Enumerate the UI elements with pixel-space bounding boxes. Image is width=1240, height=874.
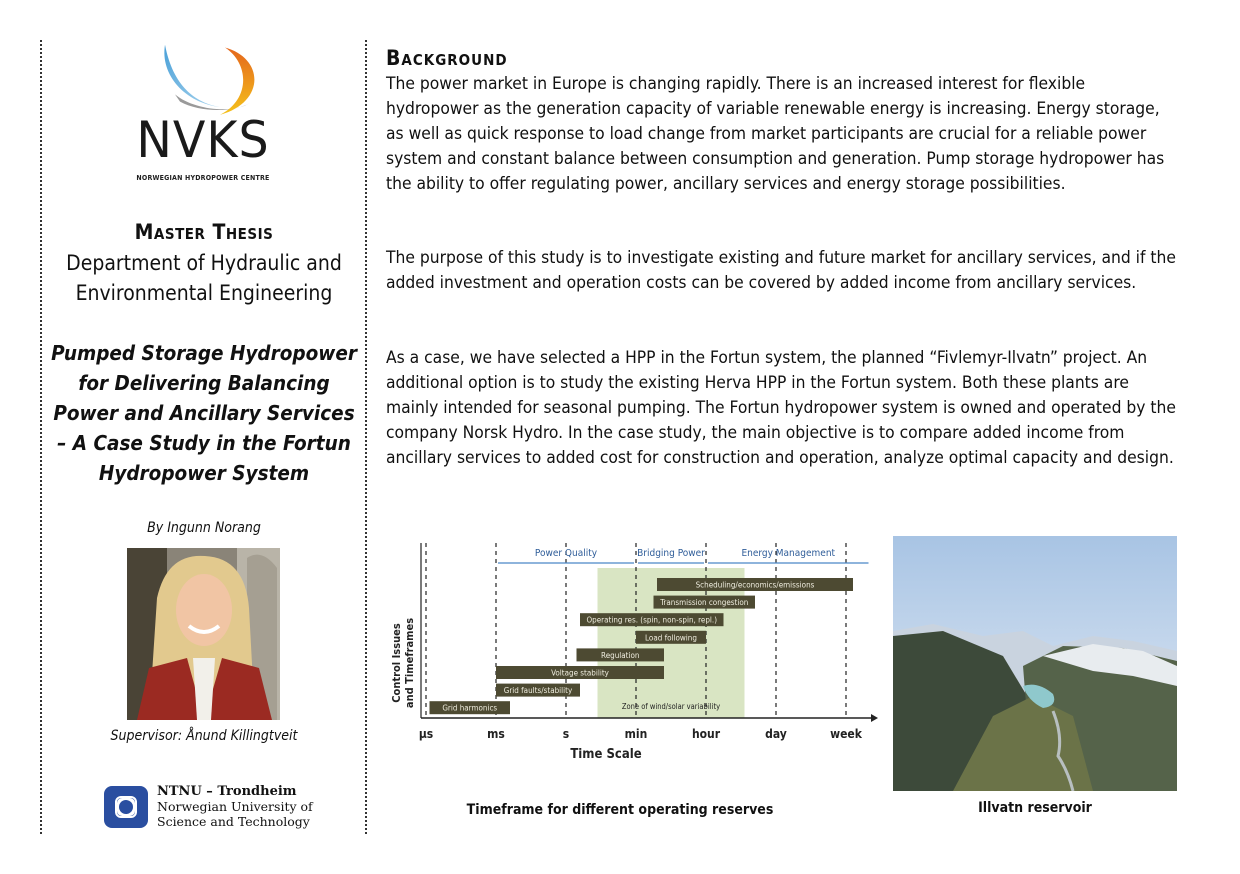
x-tick-label: s (562, 727, 570, 741)
chart-caption: Timeframe for different operating reserves (466, 802, 774, 818)
x-tick-label: day (765, 727, 787, 741)
background-paragraph: The purpose of this study is to investigate existing and future market for ancillary services, and if the added investment and operation costs can be covered by added income from ancillary services. (386, 248, 1176, 293)
title-line: Power and Ancillary Services (53, 401, 355, 425)
thesis-title (45, 338, 363, 488)
title-line: Pumped Storage Hydropower (51, 341, 357, 365)
x-tick-label: µs (418, 727, 434, 741)
x-tick-label: min (624, 727, 648, 741)
range-label: Energy Management (741, 548, 836, 559)
photo-caption: Illvatn reservoir (978, 800, 1092, 816)
background-paragraph: As a case, we have selected a HPP in the Fortun system, the planned “Fivlemyr-Ilvatn” project. An additional option is to study the existing Herva HPP in the Fortun system. Both these plants are mainly intended for seasonal pumping. The Fortun hydropower system is owned and operated by the company Norsk Hydro. In the case study, the main objective is to compare added income from ancillary services to added cost for construction and operation, analyze optimal capacity and design. (386, 348, 1176, 468)
ntnu-name: NTNU – Trondheim (157, 784, 297, 799)
x-tick-label: hour (691, 727, 721, 741)
background-paragraph: The power market in Europe is changing rapidly. There is an increased interest for flexible hydropower as the generation capacity of variable renewable energy is increasing. Energy storage, as well as quick response to load change from market participants are crucial for a reliable power system and constant balance between consumption and generation. Pump storage hydropower has the ability to offer regulating power, ancillary services and energy storage possibilities. (386, 74, 1165, 194)
x-axis-arrow-icon (871, 714, 878, 722)
department-line: Environmental Engineering (75, 281, 333, 305)
bar-label: Grid faults/stability (503, 686, 573, 696)
x-axis-title: Time Scale (570, 747, 642, 762)
department-line: Department of Hydraulic and (66, 251, 342, 275)
timeframe-chart (386, 538, 878, 770)
x-tick-label: ms (487, 727, 505, 741)
zone-label: Zone of wind/solar variability (621, 702, 721, 711)
y-axis-title: and Timeframes (403, 617, 416, 709)
bar-label: Operating res. (spin, non-spin, repl.) (586, 615, 718, 625)
bar-label: Grid harmonics (442, 703, 498, 713)
ntnu-line3: Science and Technology (157, 814, 310, 829)
ntnu-logo-icon (104, 786, 148, 828)
bar-label: Voltage stability (551, 668, 609, 678)
supervisor: Supervisor: Ånund Killingtveit (110, 728, 298, 744)
author-photo (127, 548, 280, 720)
x-tick-label: week (830, 727, 862, 741)
middle-dotted-divider (365, 40, 367, 834)
range-label: Bridging Power (637, 548, 705, 559)
author: By Ingunn Norang (147, 520, 261, 536)
ntnu-logo-block (104, 786, 344, 832)
left-dotted-divider (40, 40, 42, 834)
bar-label: Load following (645, 633, 697, 643)
y-axis-title: Control Issues (390, 623, 403, 703)
title-line: for Delivering Balancing (78, 371, 330, 395)
bar-label: Scheduling/economics/emissions (695, 580, 815, 590)
thesis-label: Master Thesis (134, 220, 274, 244)
bar-label: Transmission congestion (660, 598, 749, 608)
nvks-logo-text: NVKS (136, 111, 270, 169)
bar-label: Regulation (601, 650, 640, 660)
title-line: Hydropower System (98, 461, 310, 485)
ntnu-text (157, 784, 313, 829)
ntnu-line2: Norwegian University of (157, 799, 313, 814)
nvks-logo-subtitle: NORWEGIAN HYDROPOWER CENTRE (136, 174, 270, 182)
nvks-swoosh-icon (125, 42, 285, 122)
title-line: – A Case Study in the Fortun (57, 431, 351, 455)
background-heading: Background (386, 46, 508, 70)
illvatn-reservoir-photo (893, 536, 1177, 791)
department (45, 248, 363, 308)
range-label: Power Quality (534, 548, 598, 559)
